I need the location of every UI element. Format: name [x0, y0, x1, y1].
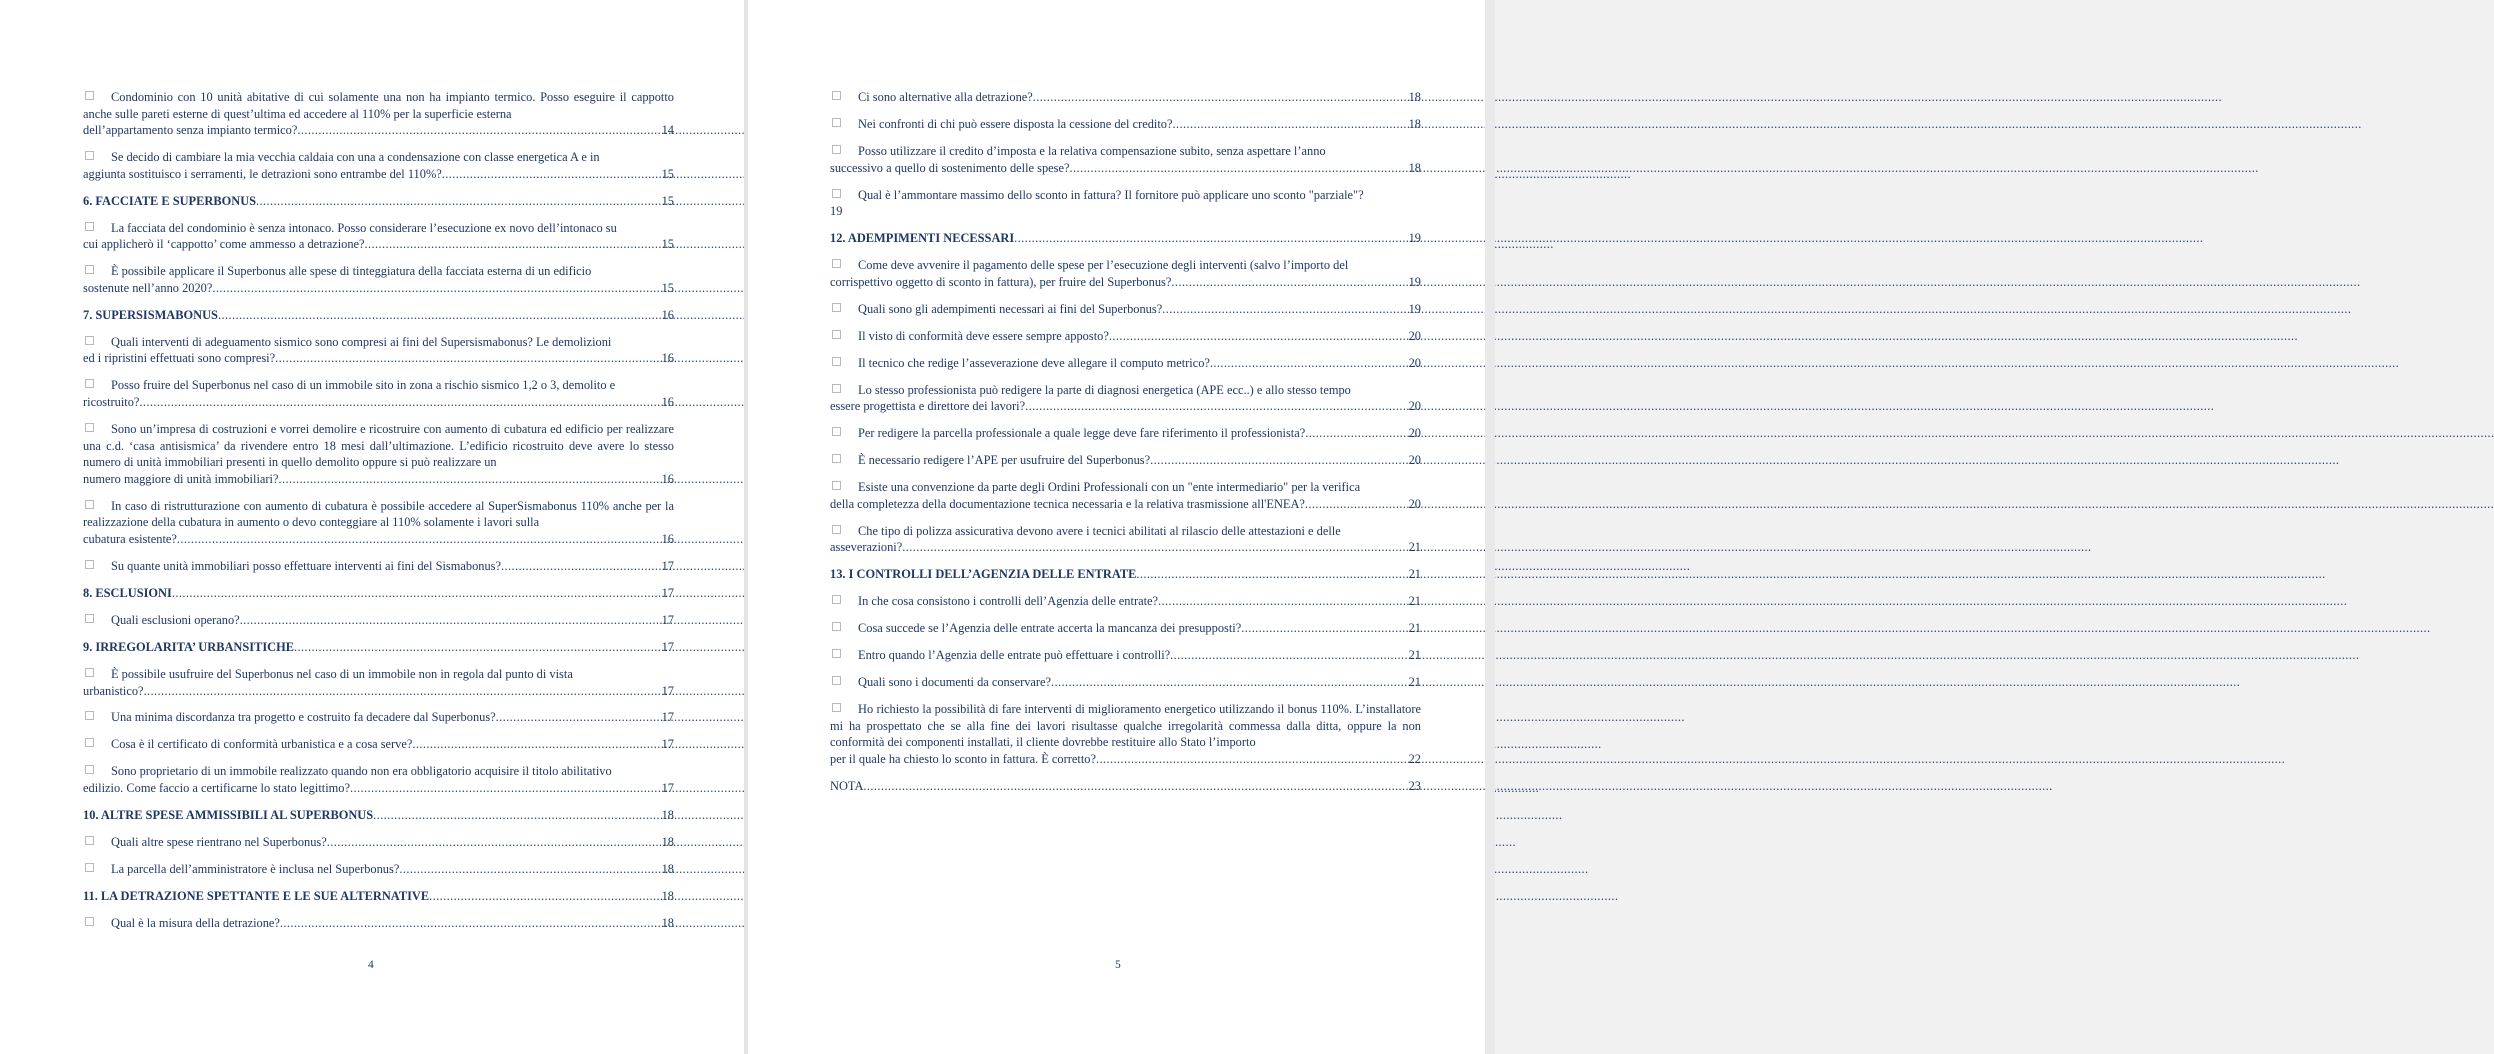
toc-leader-line [830, 425, 1421, 442]
toc-page-ref: 19 [830, 204, 843, 219]
toc-page-number: 21 [1408, 621, 1421, 636]
checkbox-icon [85, 738, 94, 747]
toc-entry-text: Cosa succede se l’Agenzia delle entrate accerta la mancanza dei presupposti? [858, 621, 1242, 636]
toc-page-number: 16 [661, 531, 674, 546]
toc-page-number: 14 [661, 123, 674, 138]
toc-entry-text: Ho richiesto la possibilità di fare interventi di miglioramento energetico utilizzando il bonus 110%. L’installatore mi ha prospettato che se alla fine dei lavori risultasse qualche irregolarità commessa dalla ditta, oppure la non conformità dei componenti installati, il cliente dovrebbe restituire allo Stato l’importo [830, 702, 1421, 750]
toc-leader-line [83, 394, 674, 411]
checkbox-icon [85, 222, 94, 231]
toc-page-number: 19 [1408, 274, 1421, 289]
checkbox-icon [832, 357, 841, 366]
toc-section-heading[interactable] [83, 307, 674, 324]
toc-page-number: 20 [1408, 496, 1421, 511]
toc-page-number: 17 [661, 683, 674, 698]
dot-leader [1171, 274, 1406, 291]
toc-entry[interactable] [830, 89, 1421, 106]
toc-page-number: 20 [1408, 453, 1421, 468]
dot-leader [275, 350, 659, 367]
toc-entry-text: Quali interventi di adeguamento sismico sono compresi ai fini del Supersismabonus? Le demolizioni [111, 334, 612, 349]
dot-leader [327, 834, 660, 851]
toc-entry[interactable] [830, 301, 1421, 318]
dot-leader [1173, 116, 1407, 133]
toc-entry[interactable] [830, 452, 1421, 469]
toc-entry[interactable] [83, 612, 674, 629]
scrollbar-track[interactable] [1485, 0, 1495, 1054]
toc-entry[interactable] [830, 116, 1421, 133]
dot-leader [902, 539, 1406, 556]
toc-page-number: 17 [661, 612, 674, 627]
dot-leader [373, 807, 659, 824]
toc-entry-text: successivo a quello di sostenimento delle spese? [830, 160, 1070, 175]
toc-section-heading[interactable] [83, 888, 674, 905]
toc-leader-line [83, 280, 674, 297]
toc-page-number: 18 [1408, 90, 1421, 104]
toc-entry-text: Il visto di conformità deve essere sempre apposto? [858, 328, 1109, 343]
toc-entry-text: Esiste una convenzione da parte degli Ordini Professionali con un "ente intermediario" per la verifica [858, 480, 1361, 495]
checkbox-icon [832, 481, 841, 490]
toc-page-number: 22 [1408, 752, 1421, 767]
toc-entry-text: In che cosa consistono i controlli dell’Agenzia delle entrate? [858, 594, 1159, 609]
toc-entry-text: edilizio. Come faccio a certificarne lo stato legittimo? [83, 781, 350, 796]
dot-leader [429, 888, 659, 905]
toc-entry[interactable] [830, 479, 1421, 512]
toc-entry[interactable] [830, 647, 1421, 664]
toc-page-number: 20 [1408, 355, 1421, 370]
toc-entry[interactable] [830, 143, 1421, 176]
toc-leader-line [83, 683, 674, 700]
toc-entry[interactable] [83, 558, 674, 575]
toc-page-number: 18 [661, 915, 674, 930]
page-number-left: 4 [368, 959, 374, 971]
toc-entry-text: Qual è l’ammontare massimo dello sconto in fattura? Il fornitore può applicare uno sconto "parziale"? [858, 187, 1364, 202]
toc-leader-line [830, 778, 1421, 795]
checkbox-icon [832, 427, 841, 436]
toc-section-heading[interactable] [83, 193, 674, 210]
toc-leader-line [830, 116, 1421, 133]
toc-entry-text: sostenute nell’anno 2020? [83, 280, 213, 295]
checkbox-icon [85, 265, 94, 274]
toc-leader-line [830, 301, 1421, 318]
toc-leader-line [83, 307, 674, 324]
toc-page-number: 17 [661, 639, 674, 654]
toc-entry-text: della completezza della documentazione tecnica necessaria e la relativa trasmissione all'ENEA? [830, 496, 1305, 511]
toc-leader-line [830, 89, 1421, 106]
checkbox-icon [832, 303, 841, 312]
toc-entry-text: Posso utilizzare il credito d’imposta e la relativa compensazione subito, senza aspettare l’anno [858, 143, 1326, 158]
checkbox-icon [85, 668, 94, 677]
toc-page-number: 18 [661, 808, 674, 823]
checkbox-icon [832, 703, 841, 712]
checkbox-icon [85, 91, 94, 100]
checkbox-icon [832, 189, 841, 198]
toc-leader-line [830, 593, 1421, 610]
section-title: 12. ADEMPIMENTI NECESSARI [830, 231, 1015, 246]
toc-entry-text: Ci sono alternative alla detrazione? [858, 90, 1033, 104]
toc-entry-text: Quali esclusioni operano? [111, 612, 240, 627]
toc-page-number: 17 [661, 710, 674, 725]
toc-page-number: 21 [1408, 675, 1421, 690]
toc-leader-line [83, 736, 674, 753]
toc-leader-line [83, 834, 674, 851]
toc-entry[interactable] [83, 915, 674, 932]
toc-entry[interactable] [83, 377, 674, 410]
toc-page-number: 17 [661, 781, 674, 796]
section-title: 9. IRREGOLARITA’ URBANSITICHE [83, 639, 295, 654]
toc-page-number: 21 [1408, 648, 1421, 663]
dot-leader [1241, 620, 1406, 637]
toc-entry-text: Per redigere la parcella professionale a quale legge deve fare riferimento il professionista? [858, 426, 1306, 441]
dot-leader [1162, 301, 1406, 318]
toc-entry-text: dell’appartamento senza impianto termico? [83, 123, 298, 138]
toc-entry-text: asseverazioni? [830, 540, 903, 555]
checkbox-icon [832, 525, 841, 534]
toc-entry-text: La parcella dell’amministratore è inclusa nel Superbonus? [111, 862, 400, 876]
toc-right [830, 89, 1421, 805]
toc-leader-line [830, 751, 1421, 768]
toc-entry-text: Cosa è il certificato di conformità urbanistica e a cosa serve? [111, 737, 413, 752]
toc-page-number: 21 [1408, 567, 1421, 582]
toc-page-number: 20 [1408, 399, 1421, 414]
dot-leader [501, 558, 660, 575]
checkbox-icon [85, 379, 94, 388]
dot-leader [278, 471, 659, 488]
checkbox-icon [85, 151, 94, 160]
toc-entry-text: aggiunta sostituisco i serramenti, le detrazioni sono entrambe del 110%? [83, 166, 442, 181]
toc-leader-line [830, 328, 1421, 345]
section-title: 10. ALTRE SPESE AMMISSIBILI AL SUPERBONUS [83, 808, 374, 823]
toc-entry[interactable] [830, 257, 1421, 290]
toc-page-number: 16 [661, 351, 674, 366]
dot-leader [1150, 452, 1406, 469]
toc-page-number: 15 [661, 166, 674, 181]
checkbox-icon [85, 614, 94, 623]
checkbox-icon [832, 676, 841, 685]
dot-leader [412, 736, 659, 753]
toc-leader-line [83, 122, 674, 139]
checkbox-icon [832, 330, 841, 339]
dot-leader [1096, 751, 1407, 768]
toc-leader-line [830, 620, 1421, 637]
toc-leader-line [83, 915, 674, 932]
toc-entry[interactable] [83, 149, 674, 182]
checkbox-icon [832, 622, 841, 631]
toc-leader-line [830, 398, 1421, 415]
toc-entry[interactable] [830, 523, 1421, 556]
dot-leader [144, 683, 660, 700]
page-right [748, 0, 1485, 1054]
toc-leader-line [830, 647, 1421, 664]
dot-leader [1025, 398, 1407, 415]
toc-leader-line [830, 674, 1421, 691]
toc-page-number: 18 [661, 835, 674, 850]
toc-entry-text: ricostruito? [83, 395, 140, 410]
checkbox-icon [832, 91, 841, 100]
toc-page-number: 17 [661, 558, 674, 573]
toc-page-number: 15 [661, 280, 674, 295]
toc-entry-text: per il quale ha chiesto lo sconto in fattura. È corretto? [830, 752, 1096, 767]
toc-entry-text: Nei confronti di chi può essere disposta la cessione del credito? [858, 116, 1173, 131]
checkbox-icon [832, 118, 841, 127]
dot-leader [256, 193, 660, 210]
checkbox-icon [832, 649, 841, 658]
toc-entry-text: cui applicherò il ‘cappotto’ come ammesso a detrazione? [83, 237, 365, 252]
toc-leader-line [830, 160, 1421, 177]
dot-leader [172, 585, 660, 602]
toc-entry[interactable] [830, 355, 1421, 372]
toc-entry-text: È possibile usufruire del Superbonus nel caso di un immobile non in regola dal punto di vista [111, 666, 573, 681]
toc-entry-text: urbanistico? [83, 683, 144, 698]
toc-left [83, 89, 674, 942]
toc-entry[interactable] [830, 674, 1421, 691]
toc-entry[interactable] [83, 498, 674, 548]
toc-entry[interactable] [830, 382, 1421, 415]
toc-entry[interactable] [830, 701, 1421, 767]
toc-page-number: 17 [661, 585, 674, 600]
page-left [0, 0, 744, 1054]
section-title: 8. ESCLUSIONI [83, 585, 172, 600]
toc-page-number: 18 [661, 862, 674, 876]
checkbox-icon [85, 917, 94, 926]
toc-entry-text: Che tipo di polizza assicurativa devono avere i tecnici abilitati al rilascio delle attestazioni e delle [858, 523, 1341, 538]
section-title: 7. SUPERSISMABONUS [83, 307, 218, 322]
checkbox-icon [85, 863, 94, 872]
toc-entry[interactable] [83, 263, 674, 296]
dot-leader [212, 280, 659, 297]
dot-leader [1014, 230, 1406, 247]
checkbox-icon [85, 711, 94, 720]
toc-nota-entry[interactable] [830, 778, 1421, 795]
section-title: 11. LA DETRAZIONE SPETTANTE E LE SUE ALTERNATIVE [83, 888, 430, 903]
toc-entry-text: Quali altre spese rientrano nel Superbonus? [111, 835, 327, 850]
dot-leader [218, 307, 660, 324]
toc-leader-line [830, 496, 1421, 513]
toc-page-number: 21 [1408, 594, 1421, 609]
toc-entry-text: Lo stesso professionista può redigere la parte di diagnosi energetica (APE ecc..) e allo stesso tempo [858, 382, 1351, 397]
toc-page-number: 18 [661, 888, 674, 903]
toc-leader-line [830, 566, 1421, 583]
dot-leader [399, 861, 659, 878]
toc-entry-text: cubatura esistente? [83, 531, 177, 546]
toc-entry-text: La facciata del condominio è senza intonaco. Posso considerare l’esecuzione ex novo dell’intonaco su [111, 220, 617, 235]
dot-leader [365, 236, 660, 253]
toc-section-heading[interactable] [830, 566, 1421, 583]
toc-page-number: 15 [661, 237, 674, 252]
toc-entry[interactable] [83, 421, 674, 487]
toc-entry-text: Una minima discordanza tra progetto e costruito fa decadere dal Superbonus? [111, 710, 496, 725]
checkbox-icon [832, 595, 841, 604]
checkbox-icon [832, 145, 841, 154]
toc-leader-line [83, 193, 674, 210]
dot-leader [1033, 89, 1407, 106]
toc-page-number: 16 [661, 307, 674, 322]
toc-entry-text: Sono un’impresa di costruzioni e vorrei demolire e ricostruire con aumento di cubatura ed edificio per realizzare una c.d. ‘casa antisismica’ da rivendere entro 18 mesi dall’ultimazione. L’edificio ricostruito deve avere lo stesso numero di unità immobiliari presenti in quello demolito oppure si può realizzare un [83, 422, 674, 470]
toc-entry-text: Qual è la misura della detrazione? [111, 915, 280, 930]
toc-leader-line [83, 807, 674, 824]
toc-leader-line [830, 452, 1421, 469]
toc-leader-line [83, 780, 674, 797]
checkbox-icon [832, 384, 841, 393]
toc-page-number: 18 [1408, 160, 1421, 175]
toc-section-heading[interactable] [830, 230, 1421, 247]
toc-leader-line [830, 274, 1421, 291]
toc-leader-line [83, 888, 674, 905]
checkbox-icon [85, 336, 94, 345]
checkbox-icon [85, 500, 94, 509]
toc-entry-text: Quali sono i documenti da conservare? [858, 675, 1052, 690]
toc-page-number: 15 [661, 193, 674, 208]
toc-leader-line [830, 539, 1421, 556]
toc-page-number: 20 [1408, 426, 1421, 441]
toc-leader-line [83, 612, 674, 629]
toc-page-number: 20 [1408, 328, 1421, 343]
toc-leader-line [83, 709, 674, 726]
toc-entry-text: NOTA [830, 779, 864, 794]
toc-entry[interactable] [83, 666, 674, 699]
toc-page-number: 17 [661, 737, 674, 752]
checkbox-icon [85, 765, 94, 774]
toc-leader-line [83, 558, 674, 575]
toc-page-number: 23 [1408, 779, 1421, 794]
dot-leader [297, 122, 659, 139]
toc-entry[interactable] [83, 220, 674, 253]
toc-page-number: 16 [661, 395, 674, 410]
dot-leader [1305, 425, 1406, 442]
section-title: 6. FACCIATE E SUPERBONUS [83, 193, 257, 208]
checkbox-icon [832, 454, 841, 463]
toc-leader-line [830, 230, 1421, 247]
toc-entry-text: Su quante unità immobiliari posso effettuare interventi ai fini del Sismabonus? [111, 558, 501, 573]
toc-section-heading[interactable] [83, 639, 674, 656]
toc-entry-text: È necessario redigere l’APE per usufruire del Superbonus? [858, 453, 1151, 468]
dot-leader [350, 780, 660, 797]
toc-section-heading[interactable] [83, 585, 674, 602]
dot-leader [496, 709, 660, 726]
dot-leader [240, 612, 660, 629]
toc-entry[interactable] [83, 736, 674, 753]
toc-leader-line [83, 639, 674, 656]
toc-entry-text: ed i ripristini effettuati sono compresi? [83, 351, 276, 366]
toc-entry[interactable] [83, 834, 674, 851]
dot-leader [1210, 355, 1407, 372]
dot-leader [1109, 328, 1407, 345]
toc-entry-text: essere progettista e direttore dei lavori? [830, 399, 1026, 414]
toc-entry-text: In caso di ristrutturazione con aumento di cubatura è possibile accedere al SuperSismabonus 110% anche per la realizzazione della cubatura in aumento o devo conteggiare al 110% solamente i lavori sulla [83, 498, 674, 530]
dot-leader [294, 639, 660, 656]
toc-section-heading[interactable] [83, 807, 674, 824]
toc-entry-text: È possibile applicare il Superbonus alle spese di tinteggiatura della facciata esterna di un edificio [111, 264, 592, 279]
toc-entry[interactable] [830, 593, 1421, 610]
toc-entry[interactable] [83, 709, 674, 726]
toc-leader-line [83, 166, 674, 183]
toc-entry[interactable] [830, 425, 1421, 442]
dot-leader [442, 166, 660, 183]
dot-leader [1158, 593, 1407, 610]
toc-leader-line [83, 236, 674, 253]
dot-leader [1170, 647, 1406, 664]
dot-leader [177, 531, 660, 548]
toc-entry-text: corrispettivo oggetto di sconto in fattura), per fruire del Superbonus? [830, 274, 1172, 289]
dot-leader [139, 394, 659, 411]
toc-entry[interactable] [83, 763, 674, 796]
toc-entry-text: Posso fruire del Superbonus nel caso di un immobile sito in zona a rischio sismico 1,2 o 3, demolito e [111, 378, 616, 393]
dot-leader [1136, 566, 1406, 583]
toc-leader-line [83, 471, 674, 488]
toc-page-number: 16 [661, 471, 674, 486]
toc-entry[interactable] [83, 861, 674, 878]
toc-page-number: 18 [1408, 116, 1421, 131]
checkbox-icon [85, 560, 94, 569]
toc-leader-line [83, 585, 674, 602]
toc-entry-text: Condominio con 10 unità abitative di cui solamente una non ha impianto termico. Posso eseguire il cappotto anche sulle pareti esterne di quest’ultima ed accedere al 110% per la superficie esterna [83, 90, 674, 121]
toc-entry-text: numero maggiore di unità immobiliari? [83, 471, 279, 486]
toc-entry[interactable] [83, 89, 674, 139]
toc-entry[interactable] [830, 187, 1421, 220]
toc-entry-text: Quali sono gli adempimenti necessari ai fini del Superbonus? [858, 301, 1163, 316]
toc-page-number: 19 [1408, 231, 1421, 246]
toc-entry[interactable] [83, 334, 674, 367]
toc-leader-line [83, 531, 674, 548]
checkbox-icon [85, 836, 94, 845]
toc-entry-text: Come deve avvenire il pagamento delle spese per l’esecuzione degli interventi (salvo l’importo del [858, 258, 1349, 273]
toc-entry-text: Sono proprietario di un immobile realizzato quando non era obbligatorio acquisire il titolo abilitativo [111, 764, 612, 779]
toc-leader-line [83, 861, 674, 878]
toc-page-number: 21 [1408, 540, 1421, 555]
toc-entry[interactable] [830, 620, 1421, 637]
checkbox-icon [85, 423, 94, 432]
dot-leader [863, 778, 1406, 795]
toc-leader-line [83, 350, 674, 367]
checkbox-icon [832, 259, 841, 268]
toc-entry-text: Entro quando l’Agenzia delle entrate può effettuare i controlli? [858, 648, 1171, 663]
toc-entry-text: Il tecnico che redige l’asseverazione deve allegare il computo metrico? [858, 355, 1210, 370]
dot-leader [1305, 496, 1407, 513]
toc-entry[interactable] [830, 328, 1421, 345]
dot-leader [1070, 160, 1407, 177]
toc-page-number: 19 [1408, 301, 1421, 316]
dot-leader [280, 915, 660, 932]
page-number-right: 5 [1115, 959, 1121, 971]
toc-leader-line [830, 355, 1421, 372]
section-title: 13. I CONTROLLI DELL’AGENZIA DELLE ENTRATE [830, 567, 1137, 582]
toc-entry-text: Se decido di cambiare la mia vecchia caldaia con una a condensazione con classe energetica A e in [111, 150, 600, 165]
dot-leader [1051, 674, 1407, 691]
